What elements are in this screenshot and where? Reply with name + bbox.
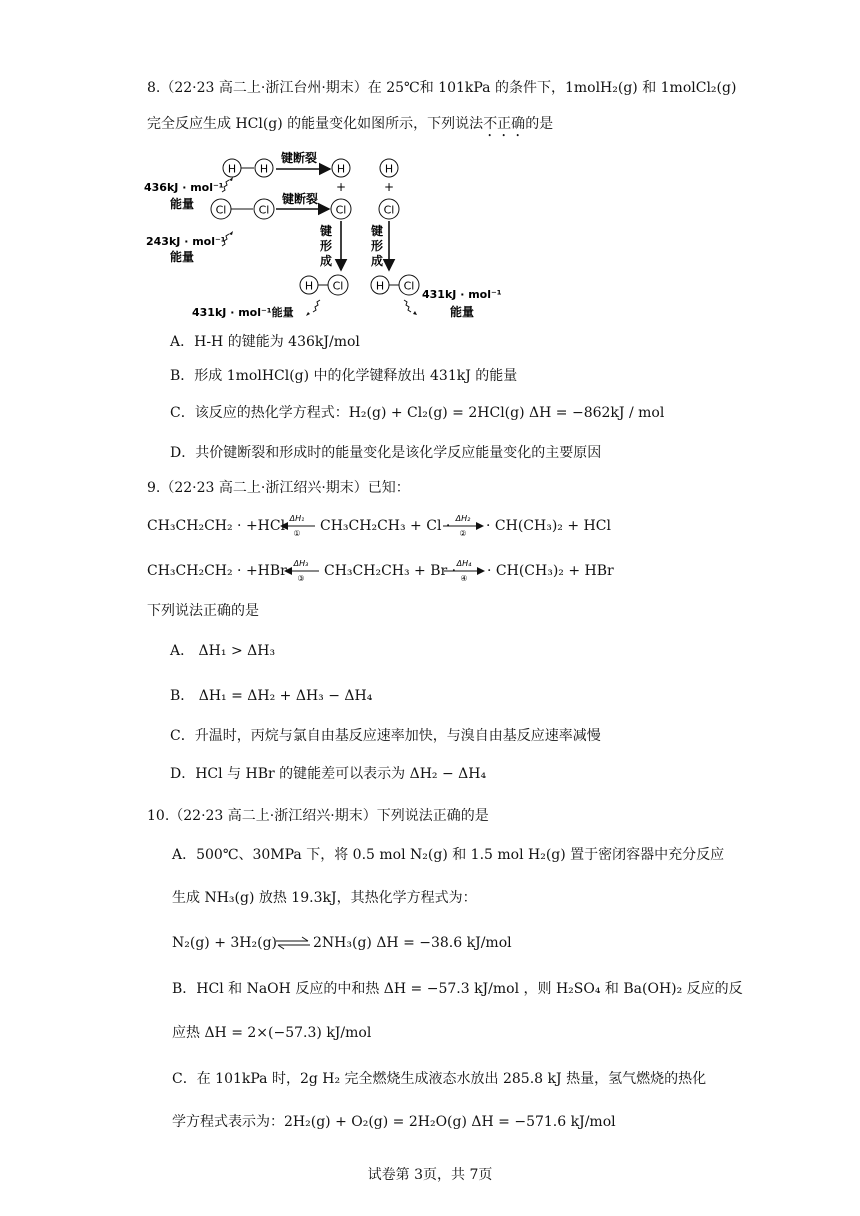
energy-label: 能量 [450, 305, 475, 319]
bond-form-label: 键形成 [370, 224, 384, 268]
q8-option-b: B．形成 1molHCl(g) 中的化学键释放出 431kJ 的能量 [170, 368, 518, 384]
q9-arrow-4 [442, 557, 488, 583]
q9-eq1-mid: CH₃CH₂CH₃ + Cl · [320, 518, 451, 534]
q9-eq2-right: · CH(CH₃)₂ + HBr [487, 563, 614, 579]
arrow-1-top: ΔH₁ [289, 514, 305, 523]
atom-h-label: H [375, 279, 385, 293]
bond-break-label: 键断裂 [280, 151, 318, 165]
q9-arrow-3 [281, 557, 321, 583]
atom-cl-label: Cl [215, 203, 227, 217]
arrow-4-top: ΔH₄ [456, 559, 472, 568]
atom-cl-label: Cl [383, 203, 395, 217]
q8-energy-diagram [140, 148, 520, 328]
label-431-right: 431kJ · mol⁻¹ [422, 288, 502, 301]
arrow-2-top: ΔH₂ [455, 514, 471, 523]
arrow-4-bottom: ④ [460, 574, 468, 583]
page-footer: 试卷第 3页，共 7页 [367, 1167, 493, 1183]
q8-stem-line1: 8.（22·23 高二上·浙江台州·期末）在 25℃和 101kPa 的条件下，1molH₂(g) 和 1molCl₂(g) [147, 80, 737, 96]
arrow-1-bottom: ① [293, 529, 301, 538]
label-436: 436kJ · mol⁻¹ [144, 181, 224, 194]
atom-h-label: H [384, 162, 394, 176]
q8-stem-line2-before: 完全反应生成 HCl(g) 的能量变化如图所示，下列说法 [147, 116, 484, 132]
q9-option-d: D．HCl 与 HBr 的键能差可以表示为 ΔH₂ − ΔH₄ [170, 766, 487, 782]
q9-option-a: A． ΔH₁ > ΔH₃ [170, 643, 276, 659]
label-243: 243kJ · mol⁻¹ [146, 235, 226, 248]
q8-option-a: A．H-H 的键能为 436kJ/mol [170, 334, 360, 350]
q9-eq2-mid: CH₃CH₂CH₃ + Br · [324, 563, 457, 579]
q8-emphasis-not-correct: 不正确 [483, 116, 526, 132]
q8-option-c: C．该反应的热化学方程式：H₂(g) + Cl₂(g) = 2HCl(g) ΔH = −862kJ / mol [170, 405, 665, 421]
q9-arrow-1 [277, 512, 317, 538]
bond-form-label: 键形成 [319, 224, 333, 268]
atom-cl-label: Cl [335, 203, 347, 217]
q8-stem-line2-after: 的是 [525, 116, 554, 132]
q10-option-b-line1: B．HCl 和 NaOH 反应的中和热 ΔH = −57.3 kJ/mol ，则 H₂SO₄ 和 Ba(OH)₂ 反应的反 [172, 981, 743, 997]
wavy-arrow [404, 300, 411, 312]
q9-option-c: C．升温时，丙烷与氯自由基反应速率加快，与溴自由基反应速率减慢 [170, 728, 601, 744]
arrow-2-bottom: ② [459, 529, 467, 538]
atom-cl-label: Cl [332, 279, 344, 293]
q10-stem: 10.（22·23 高二上·浙江绍兴·期末）下列说法正确的是 [147, 808, 489, 824]
wavy-arrow [313, 300, 320, 312]
atom-cl-label: Cl [403, 279, 415, 293]
q10-option-c-line1: C．在 101kPa 时，2g H₂ 完全燃烧生成液态水放出 285.8 kJ 热量，氢气燃烧的热化 [172, 1071, 707, 1087]
atom-h-label: H [336, 162, 346, 176]
atom-cl-label: Cl [258, 203, 270, 217]
q8-stem-line2 [147, 114, 553, 140]
q8-option-d: D．共价键断裂和形成时的能量变化是该化学反应能量变化的主要原因 [170, 445, 602, 461]
q10-option-a-line2: 生成 NH₃(g) 放热 19.3kJ，其热化学方程式为： [172, 890, 477, 906]
q9-eq1-right: · CH(CH₃)₂ + HCl [486, 518, 611, 534]
arrow-3-top: ΔH₃ [293, 559, 309, 568]
q9-stem: 9.（22·23 高二上·浙江绍兴·期末）已知： [147, 480, 410, 496]
energy-label: 能量 [170, 197, 195, 211]
label-431-left: 431kJ · mol⁻¹能量 [192, 306, 294, 319]
q9-eq1-left: CH₃CH₂CH₂ · +HCl [147, 518, 286, 534]
q10-option-a-line1: A．500℃、30MPa 下，将 0.5 mol N₂(g) 和 1.5 mol H₂(g) 置于密闭容器中充分反应 [172, 847, 725, 863]
plus-sign: + [335, 180, 347, 194]
q10-option-a-eq-left: N₂(g) + 3H₂(g) [172, 935, 277, 951]
bond-break-label: 键断裂 [281, 192, 319, 206]
energy-label: 能量 [170, 250, 195, 264]
atom-h-label: H [259, 162, 269, 176]
q9-eq2-left: CH₃CH₂CH₂ · +HBr [147, 563, 287, 579]
plus-sign: + [383, 180, 395, 194]
q9-option-b: B． ΔH₁ = ΔH₂ + ΔH₃ − ΔH₄ [170, 688, 373, 704]
q10-equilibrium-arrow [274, 934, 312, 952]
q9-prompt: 下列说法正确的是 [147, 603, 259, 619]
atom-h-label: H [227, 162, 237, 176]
q10-option-b-line2: 应热 ΔH = 2×(−57.3) kJ/mol [172, 1025, 372, 1041]
q9-arrow-2 [441, 512, 487, 538]
q10-option-a-eq-right: 2NH₃(g) ΔH = −38.6 kJ/mol [313, 935, 512, 951]
atom-h-label: H [304, 279, 314, 293]
q10-option-c-line2: 学方程式表示为：2H₂(g) + O₂(g) = 2H₂O(g) ΔH = −571.6 kJ/mol [172, 1114, 616, 1130]
arrow-3-bottom: ③ [297, 574, 305, 583]
